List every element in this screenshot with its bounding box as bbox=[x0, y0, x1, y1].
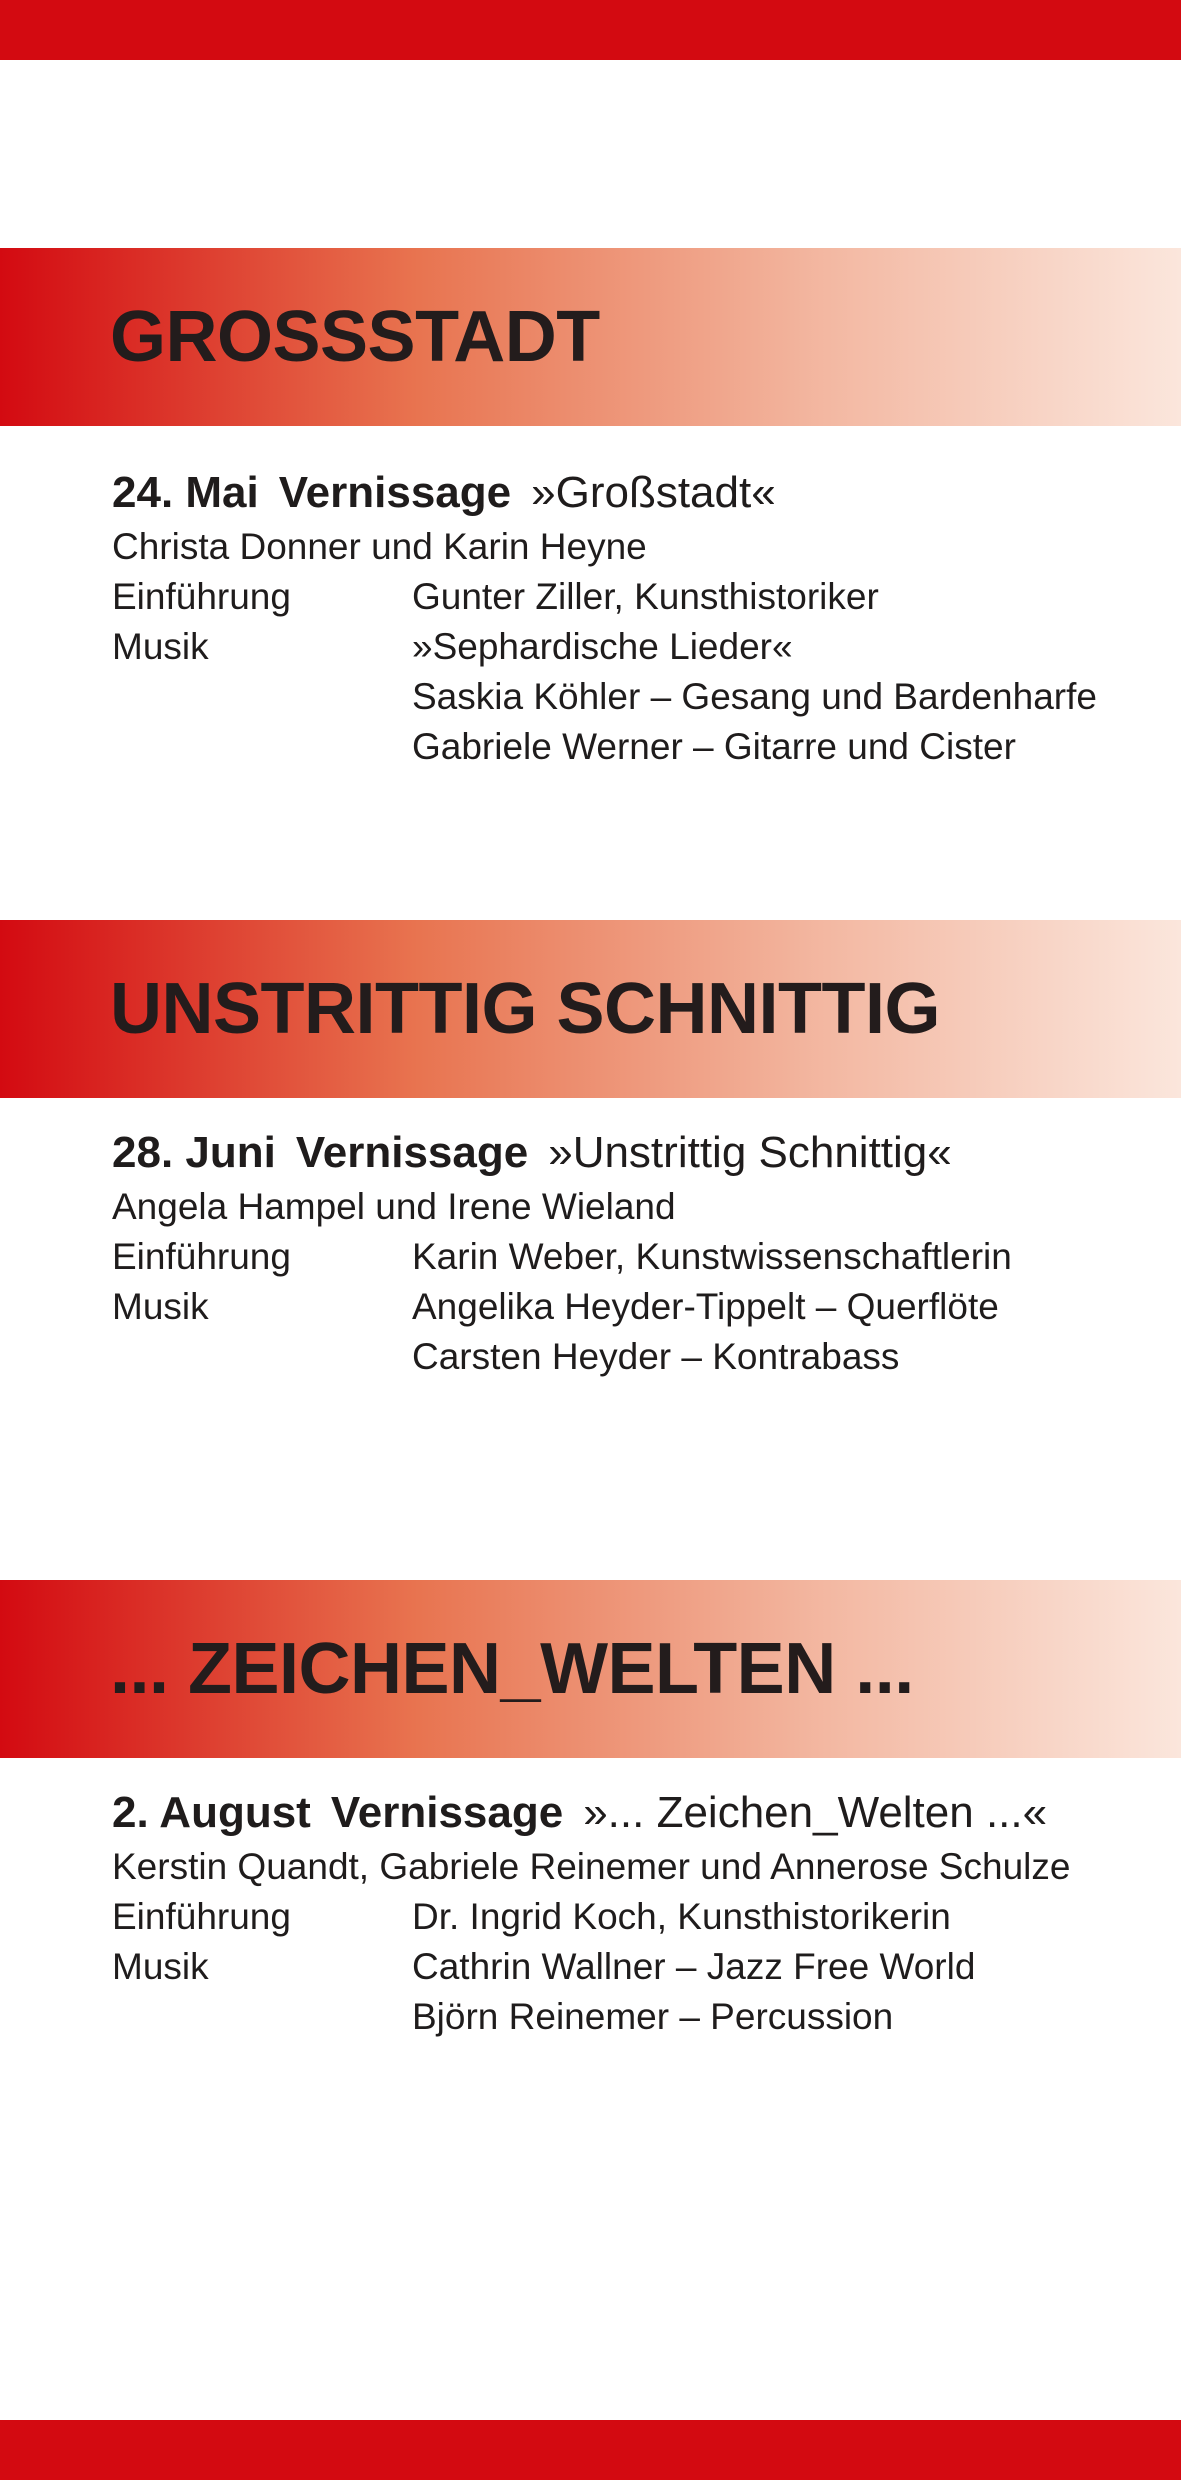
event-music-row bbox=[112, 622, 1172, 672]
event-date: 24. Mai bbox=[112, 468, 259, 517]
intro-label: Einführung bbox=[112, 576, 291, 617]
music-line: Carsten Heyder – Kontrabass bbox=[412, 1336, 900, 1377]
event-unstrittig-schnittig bbox=[112, 1124, 1172, 1382]
event-headline bbox=[112, 1124, 1172, 1182]
event-artists: Angela Hampel und Irene Wieland bbox=[112, 1186, 676, 1227]
intro-value: Gunter Ziller, Kunsthistoriker bbox=[412, 576, 879, 617]
top-red-bar bbox=[0, 0, 1181, 60]
event-kind: Vernissage bbox=[330, 1788, 564, 1837]
section-title: GROSSSTADT bbox=[110, 297, 600, 377]
event-grossstadt bbox=[112, 464, 1172, 772]
event-artists-row bbox=[112, 522, 1172, 572]
event-artists: Kerstin Quandt, Gabriele Reinemer und Annerose Schulze bbox=[112, 1846, 1071, 1887]
music-label: Musik bbox=[112, 1286, 209, 1327]
event-artists: Christa Donner und Karin Heyne bbox=[112, 526, 647, 567]
event-artists-row bbox=[112, 1182, 1172, 1232]
event-date: 28. Juni bbox=[112, 1128, 276, 1177]
event-music-row bbox=[112, 1282, 1172, 1332]
bottom-red-bar bbox=[0, 2420, 1181, 2480]
section-banner-zeichen-welten bbox=[0, 1580, 1181, 1758]
event-intro-row bbox=[112, 1232, 1172, 1282]
intro-label: Einführung bbox=[112, 1236, 291, 1277]
event-title: »Großstadt« bbox=[531, 468, 776, 517]
event-kind: Vernissage bbox=[278, 468, 512, 517]
intro-value: Dr. Ingrid Koch, Kunsthistorikerin bbox=[412, 1896, 951, 1937]
music-line: Björn Reinemer – Percussion bbox=[412, 1996, 894, 2037]
intro-value: Karin Weber, Kunstwissenschaftlerin bbox=[412, 1236, 1012, 1277]
event-music-row bbox=[112, 1332, 1172, 1382]
event-headline bbox=[112, 464, 1172, 522]
event-music-row bbox=[112, 1942, 1172, 1992]
music-line: Saskia Köhler – Gesang und Bardenharfe bbox=[412, 676, 1097, 717]
section-banner-grossstadt bbox=[0, 248, 1181, 426]
section-title: ... ZEICHEN_WELTEN ... bbox=[110, 1629, 914, 1709]
event-artists-row bbox=[112, 1842, 1172, 1892]
section-title: UNSTRITTIG SCHNITTIG bbox=[110, 969, 940, 1049]
event-intro-row bbox=[112, 572, 1172, 622]
event-music-row bbox=[112, 672, 1172, 722]
music-line: »Sephardische Lieder« bbox=[412, 626, 793, 667]
music-label: Musik bbox=[112, 1946, 209, 1987]
event-music-row bbox=[112, 1992, 1172, 2042]
event-headline bbox=[112, 1784, 1172, 1842]
music-line: Angelika Heyder-Tippelt – Querflöte bbox=[412, 1286, 999, 1327]
music-line: Cathrin Wallner – Jazz Free World bbox=[412, 1946, 976, 1987]
event-date: 2. August bbox=[112, 1788, 311, 1837]
event-title: »Unstrittig Schnittig« bbox=[548, 1128, 952, 1177]
event-music-row bbox=[112, 722, 1172, 772]
event-kind: Vernissage bbox=[295, 1128, 529, 1177]
event-intro-row bbox=[112, 1892, 1172, 1942]
intro-label: Einführung bbox=[112, 1896, 291, 1937]
event-title: »... Zeichen_Welten ...« bbox=[583, 1788, 1048, 1837]
event-zeichen-welten bbox=[112, 1784, 1172, 2042]
music-line: Gabriele Werner – Gitarre und Cister bbox=[412, 726, 1016, 767]
music-label: Musik bbox=[112, 626, 209, 667]
section-banner-unstrittig-schnittig bbox=[0, 920, 1181, 1098]
